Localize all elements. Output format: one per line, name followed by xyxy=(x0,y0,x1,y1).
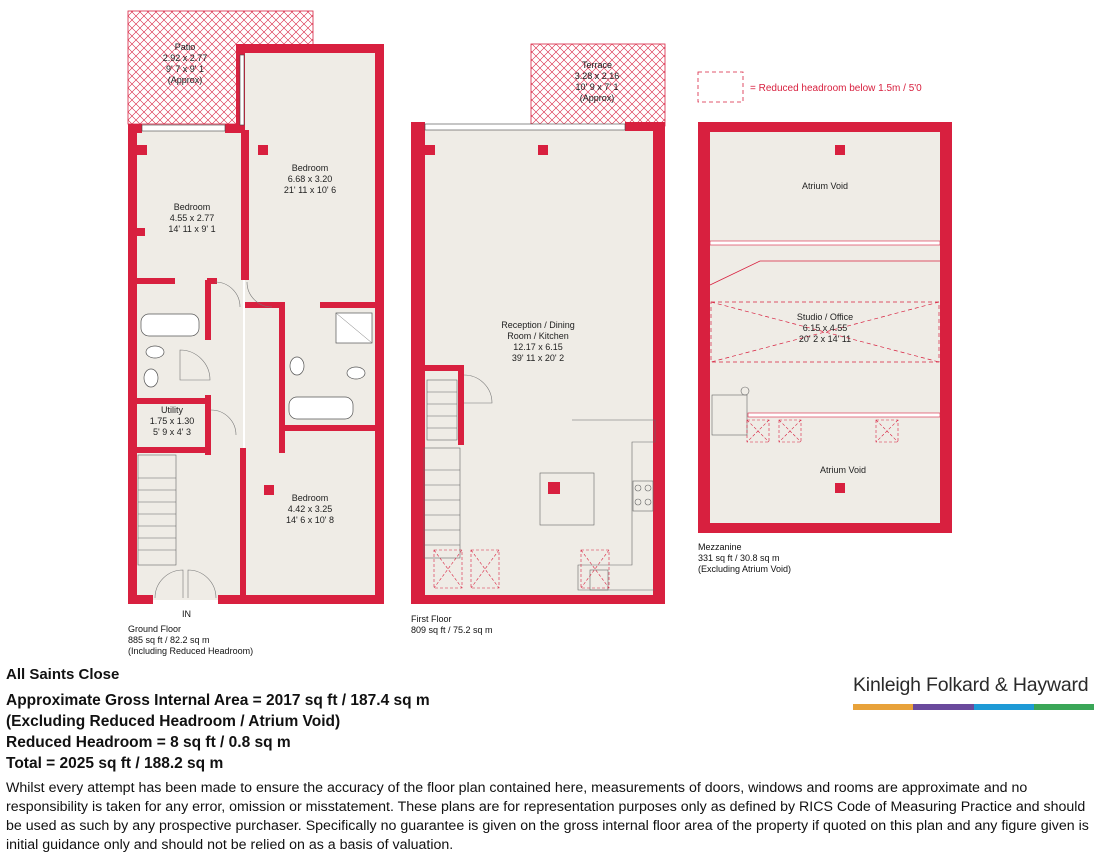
floor-caption-line: (Excluding Atrium Void) xyxy=(698,564,792,574)
room-label-line: 4.42 x 3.25 xyxy=(287,504,333,514)
entrance-label: IN xyxy=(182,609,191,619)
floor-caption-line: 331 sq ft / 30.8 sq m xyxy=(698,553,780,563)
room-label-studio xyxy=(797,312,853,344)
room-label-line: 1.75 x 1.30 xyxy=(149,416,195,426)
room-label-line: Atrium Void xyxy=(819,465,867,475)
room-label-line: Room / Kitchen xyxy=(507,331,569,341)
room-label-line: Bedroom xyxy=(291,493,329,503)
room-label-line: 10' 9 x 7' 1 xyxy=(575,82,619,92)
room-label-line: (Approx) xyxy=(167,75,203,85)
area-summary xyxy=(6,690,430,774)
property-address: All Saints Close xyxy=(6,666,120,683)
room-label-line: 12.17 x 6.15 xyxy=(513,342,563,352)
floor-caption-line: 885 sq ft / 82.2 sq m xyxy=(128,635,210,645)
floor-caption-line: 809 sq ft / 75.2 sq m xyxy=(411,625,493,635)
room-label-line: (Approx) xyxy=(579,93,615,103)
room-label-line: 14' 6 x 10' 8 xyxy=(286,515,334,525)
floor-caption-ground-floor xyxy=(128,624,253,656)
logo-bar-segment xyxy=(1034,704,1094,710)
legend xyxy=(698,72,922,102)
room-label-line: 21' 11 x 10' 6 xyxy=(283,185,337,195)
agent-logo-color-bar xyxy=(853,704,1094,710)
room-label-line: Bedroom xyxy=(173,202,211,212)
room-label-line: Utility xyxy=(161,405,183,415)
floor-caption-first-floor xyxy=(411,614,493,635)
room-label-line: 6.68 x 3.20 xyxy=(287,174,333,184)
area-line-total: Total = 2025 sq ft / 188.2 sq m xyxy=(6,755,224,772)
room-label-line: Atrium Void xyxy=(801,181,849,191)
floor-caption-mezzanine xyxy=(698,542,791,574)
room-label-line: 20' 2 x 14' 11 xyxy=(798,334,852,344)
room-label-bedroom-1 xyxy=(168,202,215,234)
floor-caption-line: First Floor xyxy=(411,614,452,624)
room-label-line: Terrace xyxy=(581,60,613,70)
room-label-line: Reception / Dining xyxy=(501,320,575,330)
legend-text: = Reduced headroom below 1.5m / 5'0 xyxy=(750,83,922,94)
floor-caption-line: Mezzanine xyxy=(698,542,742,552)
room-label-line: Bedroom xyxy=(291,163,329,173)
room-label-atrium-void-top xyxy=(802,181,848,191)
legend-swatch xyxy=(698,72,743,102)
logo-bar-segment xyxy=(913,704,973,710)
room-label-line: 14' 11 x 9' 1 xyxy=(168,224,216,234)
room-label-atrium-void-bottom xyxy=(820,465,866,475)
room-label-line: 9' 7 x 9' 1 xyxy=(166,64,204,74)
floor-caption-line: Ground Floor xyxy=(128,624,182,634)
floor-caption-line: (Including Reduced Headroom) xyxy=(128,646,254,656)
area-line-exclusion: (Excluding Reduced Headroom / Atrium Void) xyxy=(6,713,341,730)
logo-bar-segment xyxy=(974,704,1034,710)
room-label-line: 6.15 x 4.55 xyxy=(802,323,848,333)
room-label-line: 3.28 x 2.16 xyxy=(574,71,620,81)
ground-floor-plan xyxy=(128,11,384,619)
room-label-line: Patio xyxy=(174,42,196,52)
agent-logo xyxy=(853,674,1094,710)
area-line-reduced-headroom: Reduced Headroom = 8 sq ft / 0.8 sq m xyxy=(6,734,291,751)
logo-bar-segment xyxy=(853,704,913,710)
room-label-line: 5' 9 x 4' 3 xyxy=(153,427,191,437)
room-label-bedroom-3 xyxy=(286,493,334,525)
room-label-line: 39' 11 x 20' 2 xyxy=(511,353,565,363)
room-label-line: Studio / Office xyxy=(796,312,854,322)
area-line-gross: Approximate Gross Internal Area = 2017 sq ft / 187.4 sq m xyxy=(6,692,430,709)
room-label-line: 4.55 x 2.77 xyxy=(169,213,215,223)
agent-logo-text: Kinleigh Folkard & Hayward xyxy=(853,674,1089,696)
room-label-line: 2.92 x 2.77 xyxy=(162,53,208,63)
disclaimer-text: Whilst every attempt has been made to ensure the accuracy of the floor plan contained here, measurements of doors, windows and rooms are approximate and no responsibility is taken for any error, omission or misstatement. These plans are for representation purposes only as defined by RICS Code of Measuring Practice and should be used as such by any prospective purchaser. Specifically no guarantee is given on the gross internal floor area of the property if quoted on this plan and any figure given is initial guidance only and should not be relied on as a basis of valuation. xyxy=(6,780,1089,853)
